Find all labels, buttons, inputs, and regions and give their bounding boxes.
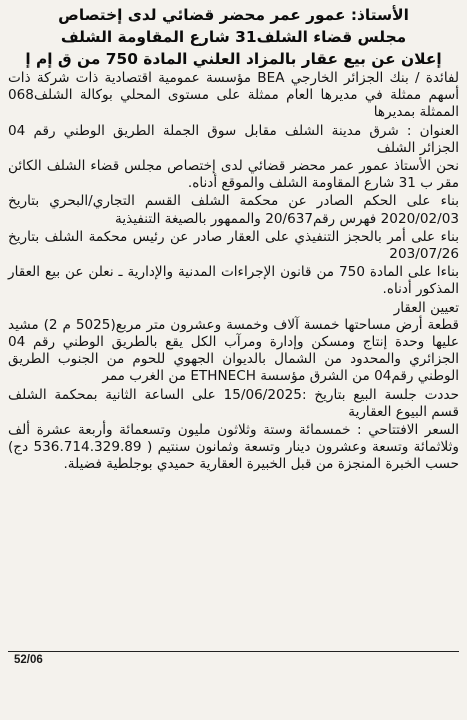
footer-divider	[8, 651, 459, 652]
property-heading: تعيين العقار	[393, 299, 459, 316]
page-reference: 52/06	[14, 654, 43, 666]
seizure-order-paragraph: بناء على أمر بالحجز التنفيذي على العقار صادر عن رئيس محكمة الشلف بتاريخ 203/07/26	[8, 228, 459, 263]
notice-title-line-3: إعلان عن بيع عقار بالمزاد العلني المادة 750 من ق إم إ	[25, 50, 442, 68]
legal-notice	[8, 4, 459, 474]
notice-title-line-2: مجلس قضاء الشلف31 شارع المقاومة الشلف	[60, 28, 407, 46]
auction-date-paragraph: حددت جلسة البيع بتاريخ :15/06/2025 على الساعة الثانية بمحكمة الشلف قسم البيوع العقارية	[8, 386, 459, 420]
legal-basis-paragraph: بناءا على المادة 750 من قانون الإجراءات المدنية والإدارية ـ نعلن عن بيع العقار المذكور أدناه.	[8, 264, 459, 298]
notice-title-line-1: الأستاذ: عمور عمر محضر قضائي لدى إختصاص	[58, 6, 409, 24]
bailiff-paragraph: نحن الأستاذ عمور عمر محضر قضائي لدى إختصاص مجلس قضاء الشلف الكائن مقر ب 31 شارع المقاومة الشلف والموقع أدناه.	[8, 158, 459, 192]
beneficiary-paragraph: لفائدة / بنك الجزائر الخارجي BEA مؤسسة عمومية اقتصادية ذات شركة ذات أسهم ممثلة في مديرها العام ممثلة على مستوى المحلي بوكالة الشلف068 الممثلة بمديرها	[8, 70, 459, 121]
bottom-margin	[0, 690, 467, 720]
notice-body	[8, 70, 459, 474]
address-paragraph: العنوان : شرق مدينة الشلف مقابل سوق الجملة الطريق الوطني رقم 04 الجزائر الشلف	[8, 122, 459, 156]
property-description: قطعة أرض مساحتها خمسة آلاف وخمسة وعشرون متر مربع(5025 م 2) مشيد عليها وحدة إنتاج ومسكن وإدارة ومرآب الكل يقع بالطريق الوطني رقم 04 الجزائري والمحدود من الشمال بالديوان الجهوي للحوم من الجنوب الطريق الوطني رقم04 من الشرق مؤسسة ETHNECH من الغرب ممر	[8, 316, 459, 385]
opening-price-paragraph: السعر الافتتاحي : خمسمائة وستة وثلاثون مليون وتسعمائة وأربعة عشرة ألف وثلاثمائة وتسعة وعشرون دينار وتسعة وثمانون سنتيم ( 536.714.329.89 دج) حسب الخبرة المنجزة من قبل الخبيرة العقارية حميدي بوجلطية فضيلة.	[8, 422, 459, 473]
judgment-paragraph: بناء على الحكم الصادر عن محكمة الشلف القسم التجاري/البحري بتاريخ 2020/02/03 فهرس رقم20/637 والممهور بالصيغة التنفيذية	[8, 193, 459, 227]
